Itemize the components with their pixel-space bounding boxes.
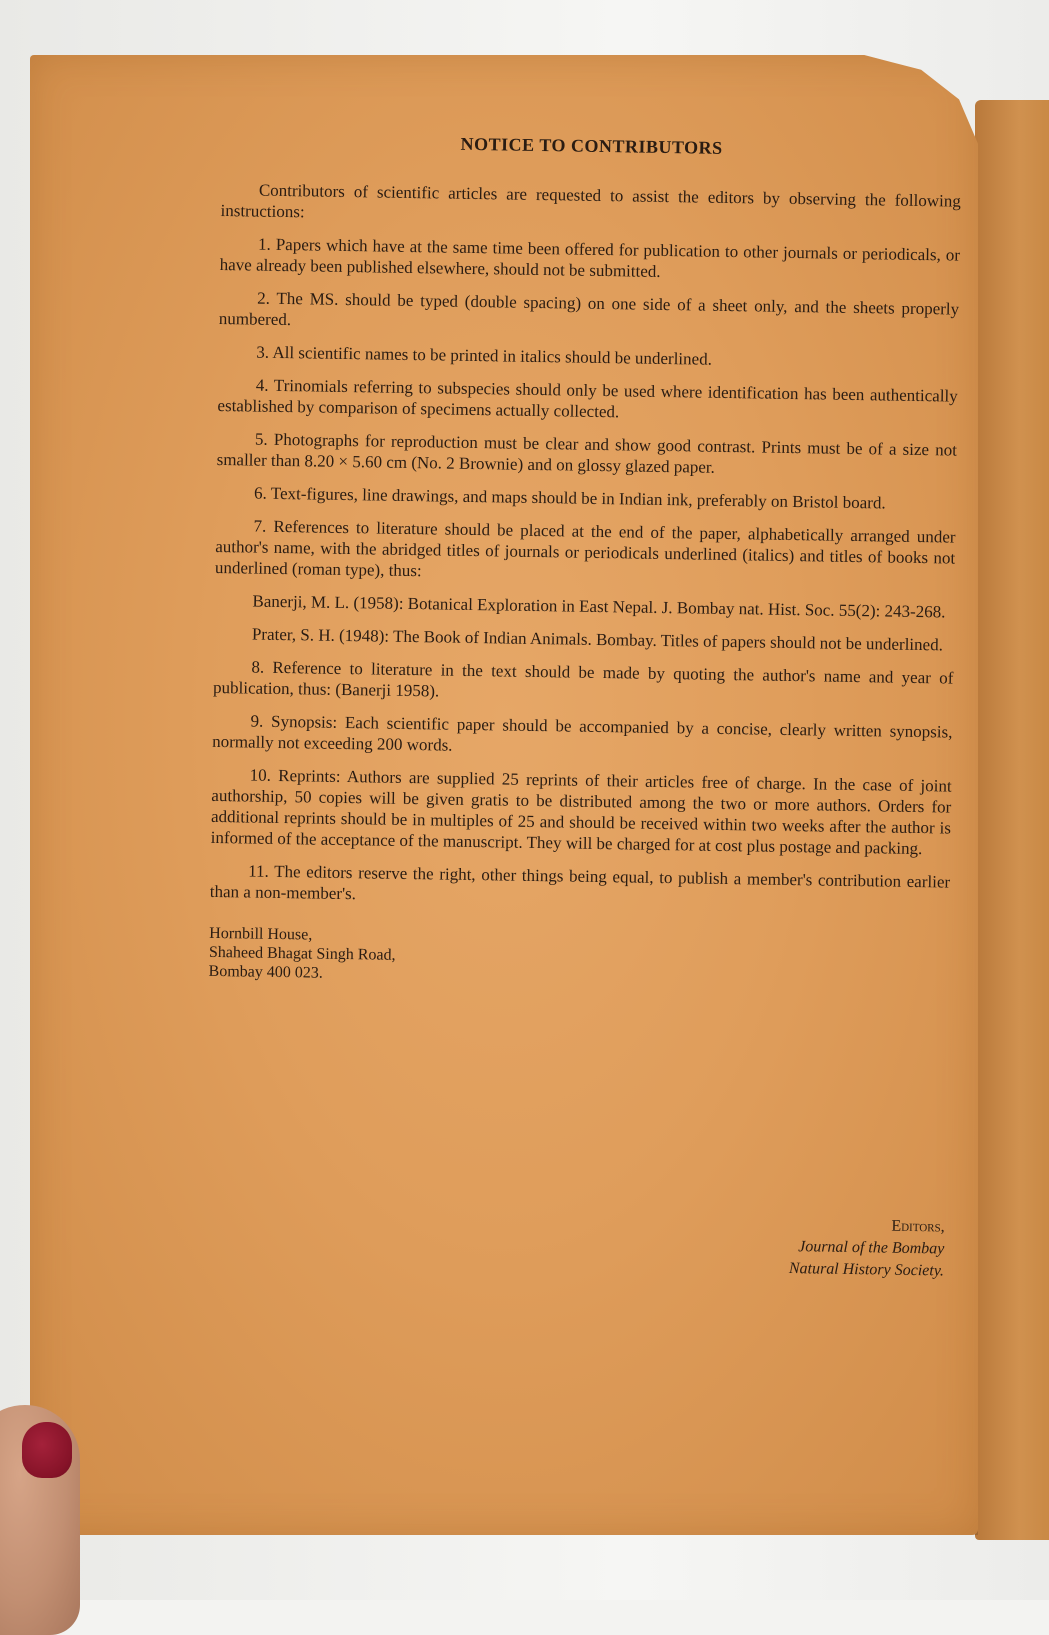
society-address [208,924,949,993]
reference-example-prater: Prater, S. H. (1948): The Book of Indian Animals. Bombay. Titles of papers should not be underlined. [251,624,944,655]
instruction-item-8: 8. Reference to literature in the text should be made by quoting the author's name and year of publication, thus: (Banerji 1958). [212,657,954,701]
notice-text-block [208,120,961,1280]
instruction-item-9: 9. Synopsis: Each scientific paper should be accompanied by a concise, clearly written synopsis, normally not exceeding 200 words. [212,711,953,755]
address-line-2: Shaheed Bhagat Singh Road, [208,943,396,964]
intro-paragraph: Contributors of scientific articles are requested to assist the editors by observing the following instructions: [220,180,961,222]
notice-title: NOTICE TO CONTRIBUTORS [460,133,723,158]
instruction-item-5: 5. Photographs for reproduction must be clear and show good contrast. Prints must be of a size not smaller than 8.20 × 5.60 cm (No. 2 Brownie) and on glossy glazed paper. [216,429,958,477]
instruction-item-4: 4. Trinomials referring to subspecies should only be used where identification has been authentically established by comparison of specimens actually collected. [217,375,958,422]
instruction-item-3: 3. All scientific names to be printed in italics should be underlined. [256,342,713,369]
address-line-1: Hornbill House, [209,924,313,944]
journal-name-line-1: Journal of the Bombay [798,1238,945,1258]
address-line-3: Bombay 400 023. [208,962,323,982]
editors-label: Editors, [891,1217,945,1236]
editors-signature [789,1214,945,1282]
instruction-item-11: 11. The editors reserve the right, other things being equal, to publish a member's contribution earlier than a non-member's. [209,861,951,904]
instruction-item-2: 2. The MS. should be typed (double spacing) on one side of a sheet only, and the sheets properly numbered. [218,288,960,330]
painted-fingernail [22,1422,72,1478]
instruction-item-6: 6. Text-figures, line drawings, and maps should be in Indian ink, preferably on Bristol board. [253,483,886,513]
instruction-item-7: 7. References to literature should be placed at the end of the paper, alphabetically arranged under author's name, with the abridged titles of journals or periodicals underlined (italics) and titles of books not underlined (roman type), thus: [214,516,956,581]
reference-example-banerji: Banerji, M. L. (1958): Botanical Exploration in East Nepal. J. Bombay nat. Hist. Soc. 55(2): 243-268. [252,591,946,622]
instruction-item-1: 1. Papers which have at the same time been offered for publication to other journals or periodicals, or have already been published elsewhere, should not be submitted. [219,234,961,281]
journal-name-line-2: Natural History Society. [788,1260,945,1280]
adjacent-page-edge [975,100,1049,1540]
instruction-item-10: 10. Reprints: Authors are supplied 25 reprints of their articles free of charge. In the case of joint authorship, 50 copies will be given gratis to be distributed among the two or more authors. Orders for additional reprints should be in multiples of 25 and should be received within two weeks after the author is informed of the acceptance of the manuscript. They will be charged for at cost plus postage and packing. [210,765,952,859]
